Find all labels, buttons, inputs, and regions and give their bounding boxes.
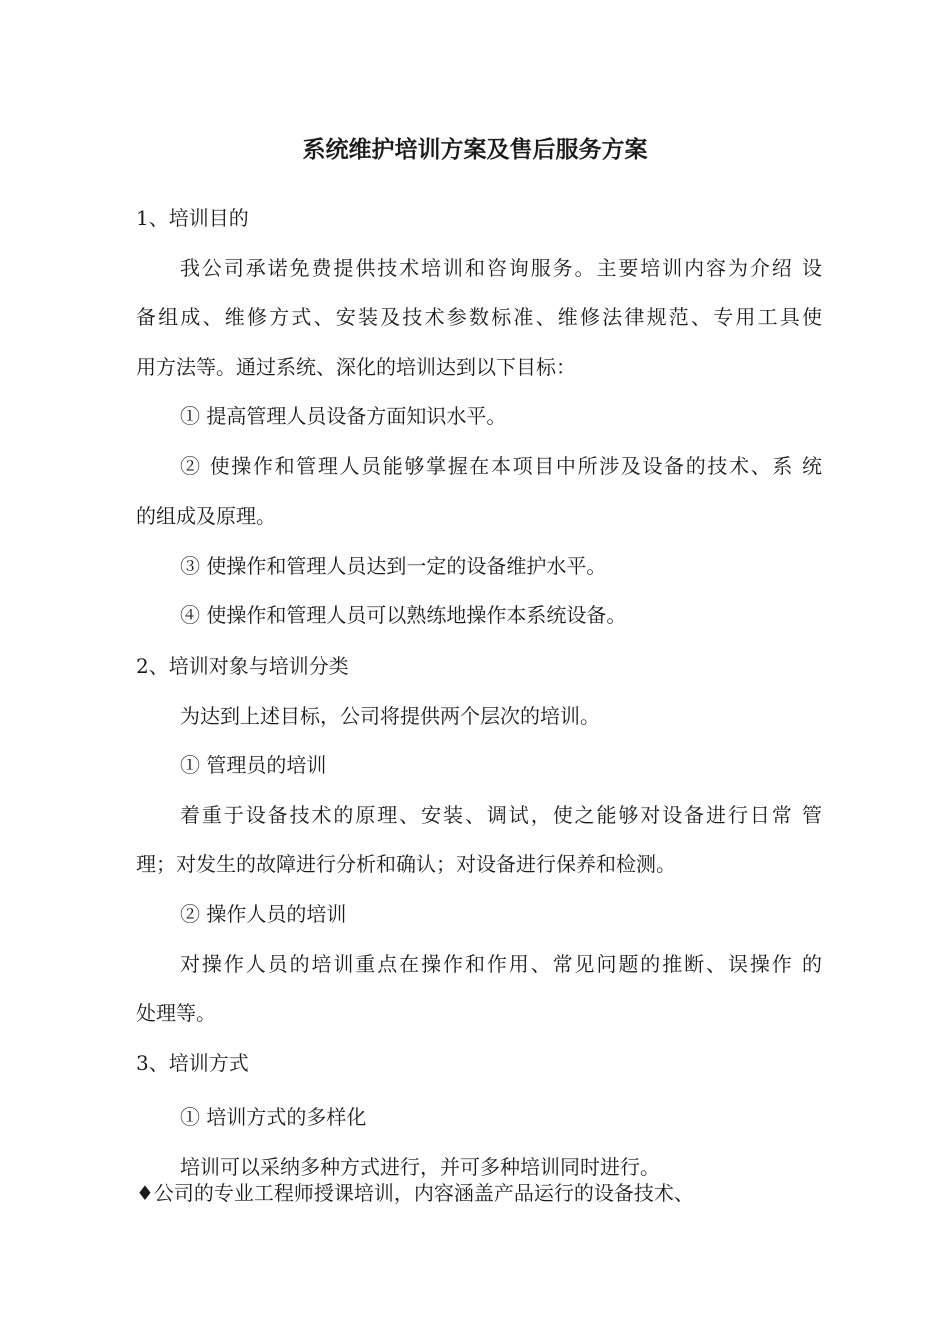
paragraph-line: 对操作人员的培训重点在操作和作用、常见问题的推断、误操作 的 <box>180 952 822 976</box>
list-item: ① 管理员的培训 <box>180 753 327 777</box>
paragraph-line: 着重于设备技术的原理、安装、调试，使之能够对设备进行日常 管 <box>180 803 822 827</box>
list-item: ① 培训方式的多样化 <box>180 1105 367 1129</box>
paragraph-line: 的组成及原理。 <box>136 504 276 528</box>
list-item: ③ 使操作和管理人员达到一定的设备维护水平。 <box>180 554 607 578</box>
paragraph-line: 备组成、维修方式、安装及技术参数标准、维修法律规范、专用工具使 <box>136 305 822 329</box>
list-item: ① 提高管理人员设备方面知识水平。 <box>180 404 507 428</box>
paragraph-line: 理；对发生的故障进行分析和确认；对设备进行保养和检测。 <box>136 852 676 876</box>
paragraph-line: 我公司承诺免费提供技术培训和咨询服务。主要培训内容为介绍 设 <box>180 256 822 280</box>
bullet-line: ♦公司的专业工程师授课培训，内容涵盖产品运行的设备技术、 <box>136 1181 694 1205</box>
list-item: ④ 使操作和管理人员可以熟练地操作本系统设备。 <box>180 603 627 627</box>
paragraph-line: 用方法等。通过系统、深化的培训达到以下目标： <box>136 355 576 379</box>
paragraph-line: 处理等。 <box>136 1001 216 1025</box>
list-item: ② 操作人员的培训 <box>180 902 347 926</box>
paragraph-line: 为达到上述目标，公司将提供两个层次的培训。 <box>180 704 600 728</box>
document-title: 系统维护培训方案及售后服务方案 <box>302 136 648 163</box>
section-heading: 2、培训对象与培训分类 <box>136 654 349 678</box>
list-item: ② 使操作和管理人员能够掌握在本项目中所涉及设备的技术、系 统 <box>180 454 822 478</box>
section-heading: 3、培训方式 <box>136 1051 249 1075</box>
paragraph-line: 培训可以采纳多种方式进行，并可多种培训同时进行。 <box>180 1155 660 1179</box>
section-heading: 1、培训目的 <box>136 206 249 230</box>
